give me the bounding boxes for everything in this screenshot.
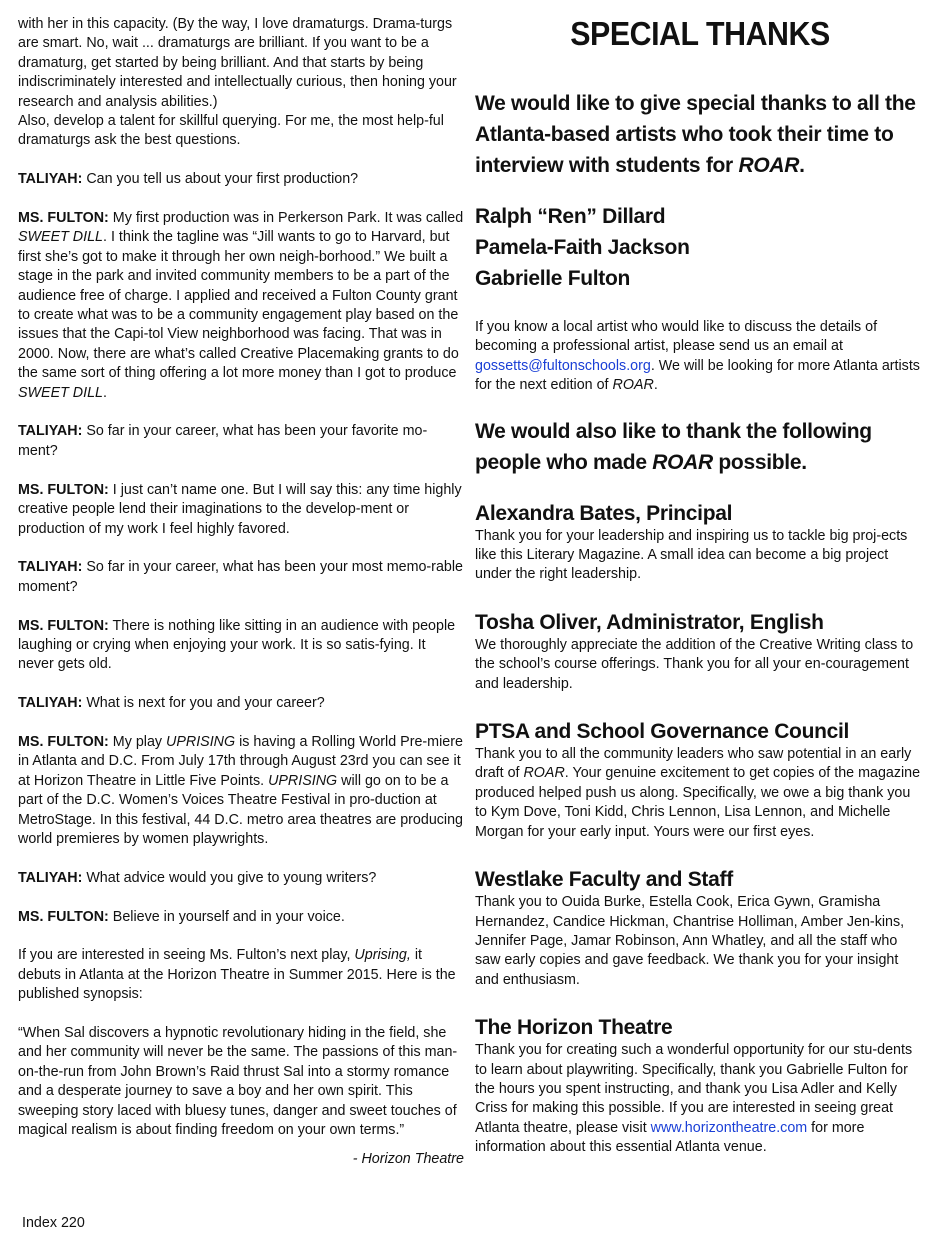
question: TALIYAH: What is next for you and your career? [18, 695, 325, 712]
speaker: TALIYAH: [18, 869, 83, 886]
synopsis-quote: “When Sal discovers a hypnotic revolutionary hiding in the field, she and her community will never be the same. The passions of this man-on-the-run from John Brown’s Raid thrust Sal into a stormy romance and a desperate journey to save a boy and her own spirit. This sweeping story laced with bluesy tunes, danger and sweet touches of magical realism is about finding freedom on your own terms.” [18, 1024, 458, 1138]
interview-column [18, 15, 464, 1170]
section-heading: Westlake Faculty and Staff [475, 868, 733, 892]
artist-name: Gabrielle Fulton [475, 267, 631, 290]
speaker: TALIYAH: [18, 423, 83, 440]
artist-name: Pamela-Faith Jackson [475, 236, 690, 259]
thanks-section [475, 500, 925, 585]
section-body: Thank you to Ouida Burke, Estella Cook, Erica Gywn, Gramisha Hernandez, Candice Hickman, Chantrise Holliman, Amber Jen-kins, Jennifer Page, Jamar Robinson, Ann Whatley, and all the staff who saw early copies and gave feedback. We thank you for your insight and enthusiasm. [475, 894, 905, 988]
page-title: SPECIAL THANKS [570, 15, 830, 52]
thanks-section [475, 718, 925, 842]
answer: MS. FULTON: My first production was in Perkerson Park. It was called SWEET DILL. I think the tagline was “Jill wants to go to Harvard, but first she’s got to make it through her own neigh-borhood.” We built a stage in the park and invited community members to be a part of the audience free of charge. I applied and received a Fulton County grant to create what was to be a community engagement play based on the issues that the Capi-tol View neighborhood was facing. That was in 2000. Now, there are what’s called Creative Placemaking grants to do the same sort of thing offering a lot more money than I got to produce SWEET DILL. [18, 210, 464, 401]
answer: MS. FULTON: There is nothing like sitting in an audience with people laughing or crying when enjoying your work. It is so satis-fying. It never gets old. [18, 617, 456, 673]
section-body: Thank you for creating such a wonderful opportunity for our stu-dents to learn about playwriting. Specifically, thank you Gabrielle Fulton for the hours you spent instructing, and thank you Lisa Adler and Kelly Criss for making this possible. If you are interested in seeing great Atlanta theatre, please visit www.horizontheatre.com for more information about this essential Atlanta venue. [475, 1042, 913, 1156]
section-heading: Alexandra Bates, Principal [475, 501, 733, 525]
speaker: TALIYAH: [18, 559, 83, 576]
speaker: MS. FULTON: [18, 481, 109, 498]
answer: MS. FULTON: I just can’t name one. But I will say this: any time highly creative people lend their imaginations to the develop-ment or production of my work I feel highly favored. [18, 481, 462, 537]
email-link[interactable]: gossetts@fultonschools.org [475, 357, 651, 374]
section-heading: PTSA and School Governance Council [475, 720, 850, 744]
question: TALIYAH: So far in your career, what has been your most memo-rable moment? [18, 559, 463, 595]
speaker: MS. FULTON: [18, 210, 109, 227]
page-number: Index 220 [22, 1215, 85, 1231]
thanks-section [475, 1014, 925, 1157]
question: TALIYAH: Can you tell us about your first production? [18, 171, 359, 188]
speaker: MS. FULTON: [18, 733, 109, 750]
intro-heading: We would like to give special thanks to all the Atlanta-based artists who took their time to interview with students for ROAR. [475, 92, 916, 177]
artist-names [475, 201, 925, 294]
speaker: MS. FULTON: [18, 908, 109, 925]
answer: MS. FULTON: Believe in yourself and in your voice. [18, 908, 345, 925]
also-thanks-heading: We would also like to thank the following people who made ROAR possible. [475, 419, 872, 474]
question: TALIYAH: What advice would you give to young writers? [18, 869, 377, 886]
paragraph: If you are interested in seeing Ms. Fulton’s next play, Uprising, it debuts in Atlanta at the Horizon Theatre in Summer 2015. Here is the published synopsis: [18, 947, 456, 1003]
speaker: TALIYAH: [18, 171, 83, 188]
section-heading: Tosha Oliver, Administrator, English [475, 610, 824, 634]
question: TALIYAH: So far in your career, what has been your favorite mo-ment? [18, 423, 428, 459]
section-body: Thank you for your leadership and inspiring us to tackle big proj-ects like this Literary Magazine. A small idea can become a big project under the right leadership. [475, 527, 908, 583]
speaker: MS. FULTON: [18, 617, 109, 634]
artist-name: Ralph “Ren” Dillard [475, 205, 666, 228]
speaker: TALIYAH: [18, 695, 83, 712]
section-body: Thank you to all the community leaders who saw potential in an early draft of ROAR. Your genuine excitement to get copies of the magazine produced helped push us along. Specifically, we owe a big thank you to Kym Dove, Toni Kidd, Chris Lennon, Lisa Lennon, and Michelle Morgan for your early input. Yours were our first eyes. [475, 746, 921, 840]
quote-attribution: - Horizon Theatre [352, 1151, 464, 1168]
website-link[interactable]: www.horizontheatre.com [650, 1119, 808, 1136]
thanks-section [475, 866, 925, 990]
thanks-section [475, 609, 925, 694]
section-heading: The Horizon Theatre [475, 1016, 673, 1040]
section-body: We thoroughly appreciate the addition of the Creative Writing class to the school’s course offerings. Thank you for all your en-couragement and leadership. [475, 636, 914, 692]
contact-paragraph: If you know a local artist who would like to discuss the details of becoming a professional artist, please send us an email at gossetts@fultonschools.org. We will be looking for more Atlanta artists for the next edition of ROAR. [475, 319, 920, 394]
answer: MS. FULTON: My play UPRISING is having a Rolling World Pre-miere in Atlanta and D.C. From July 17th through August 23rd you can see it at Horizon Theatre in Little Five Points. UPRISING will go on to be a part of the D.C. Women’s Voices Theatre Festival in pro-duction at MetroStage. In this festival, 44 D.C. metro area theatres are producing world premieres by women playwrights. [18, 733, 464, 847]
paragraph: with her in this capacity. (By the way, I love dramaturgs. Drama-turgs are smart. No, wait ... dramaturgs are brilliant. If you want to be a dramaturg, get started by being brilliant. And that starts by being indiscriminately interested and intellectually curious, then honing your research and analysis abilities.) Also, develop a talent for skillful querying. For me, the most help-ful dramaturgs ask the best questions. [18, 16, 457, 149]
special-thanks-column [475, 15, 925, 1182]
